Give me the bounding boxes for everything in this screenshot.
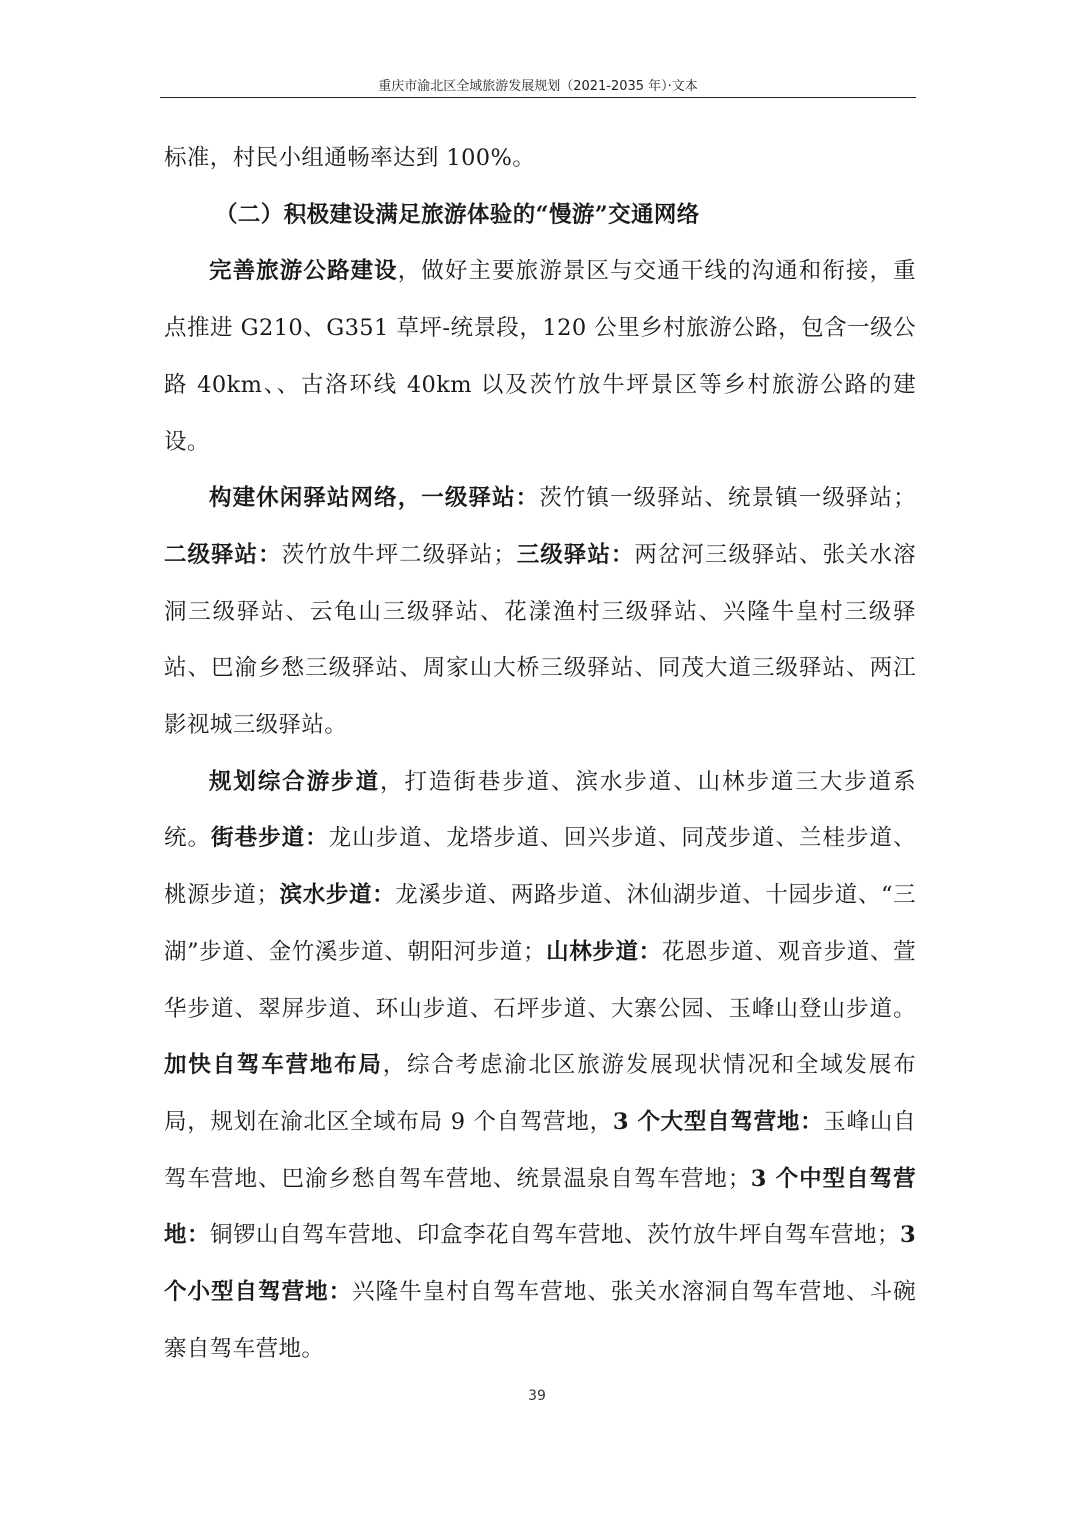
paragraph-trails-campsites (164, 754, 916, 1378)
bold-lead: 规划综合游步道 (209, 768, 381, 795)
bold-term: 三级驿站： (516, 541, 635, 568)
bold-term: 滨水步道： (279, 882, 396, 909)
header-rule (160, 97, 916, 98)
paragraph-text: 铜锣山自驾车营地、印盒李花自驾车营地、茨竹放牛坪自驾车营地； (210, 1222, 900, 1249)
paragraph-leisure-stations (164, 470, 916, 754)
paragraph-text: ，做好主要旅游景区与交通干线的沟通和衔接，重点推进 G210、G351 草坪-统景段，120 公里乡村旅游公路，包含一级公路 40km、、古洛环线 40km 以及茨竹放牛坪景区等乡村旅游公路的建设。 (164, 258, 916, 455)
paragraph-text: 龙溪步道、两路步道、沐仙湖步道、十园步道、“三湖”步道、金竹溪步道、朝阳河步道； (164, 882, 916, 965)
bold-term: 山林步道： (545, 938, 662, 965)
paragraph-tourism-roads (164, 243, 916, 470)
paragraph-text: 玉峰山自驾车营地、巴渝乡愁自驾车营地、统景温泉自驾车营地； (164, 1108, 916, 1192)
bold-lead: 构建休闲驿站网络，一级驿站： (209, 485, 540, 512)
paragraph-text: 标准，村民小组通畅率达到 100%。 (164, 145, 536, 171)
running-header: 重庆市渝北区全域旅游发展规划（2021-2035 年）·文本 (378, 79, 698, 94)
paragraph-text: 龙山步道、龙塔步道、回兴步道、同茂步道、兰桂步道、桃源步道； (164, 825, 916, 909)
bold-term: 街巷步道： (211, 825, 329, 852)
paragraph-text: 花恩步道、观音步道、萱华步道、翠屏步道、环山步道、石坪步道、大寨公园、玉峰山登山步道。 (164, 938, 916, 1022)
bold-term: 加快自驾车营地布局 (164, 1052, 383, 1079)
section-heading: （二）积极建设满足旅游体验的“慢游”交通网络 (215, 201, 700, 228)
bold-term: 二级驿站： (164, 541, 282, 568)
document-body (164, 130, 916, 1377)
paragraph-continuation (164, 130, 916, 187)
page-number: 39 (528, 1388, 546, 1404)
paragraph-text: ，综合考虑渝北区旅游发展现状情况和全域发展布局，规划在渝北区全域布局 9 个自驾营地， (164, 1052, 916, 1135)
paragraph-text: 茨竹放牛坪二级驿站； (281, 541, 517, 568)
paragraph-text: 兴隆牛皇村自驾车营地、张关水溶洞自驾车营地、斗碗寨自驾车营地。 (164, 1279, 916, 1362)
paragraph-text: ，打造街巷步道、滨水步道、山林步道三大步道系统。 (164, 768, 916, 852)
bold-term: 3 个中型自驾营地： (164, 1165, 916, 1249)
bold-term: 3 个大型自驾营地： (612, 1108, 824, 1135)
bold-term: 3 个小型自驾营地： (164, 1222, 916, 1306)
paragraph-text: 两岔河三级驿站、张关水溶洞三级驿站、云龟山三级驿站、花漾渔村三级驿站、兴隆牛皇村三级驿站、巴渝乡愁三级驿站、周家山大桥三级驿站、同茂大道三级驿站、两江影视城三级驿站。 (164, 541, 916, 739)
paragraph-text: 茨竹镇一级驿站、统景镇一级驿站； (539, 485, 916, 512)
bold-lead: 完善旅游公路建设 (209, 258, 398, 285)
